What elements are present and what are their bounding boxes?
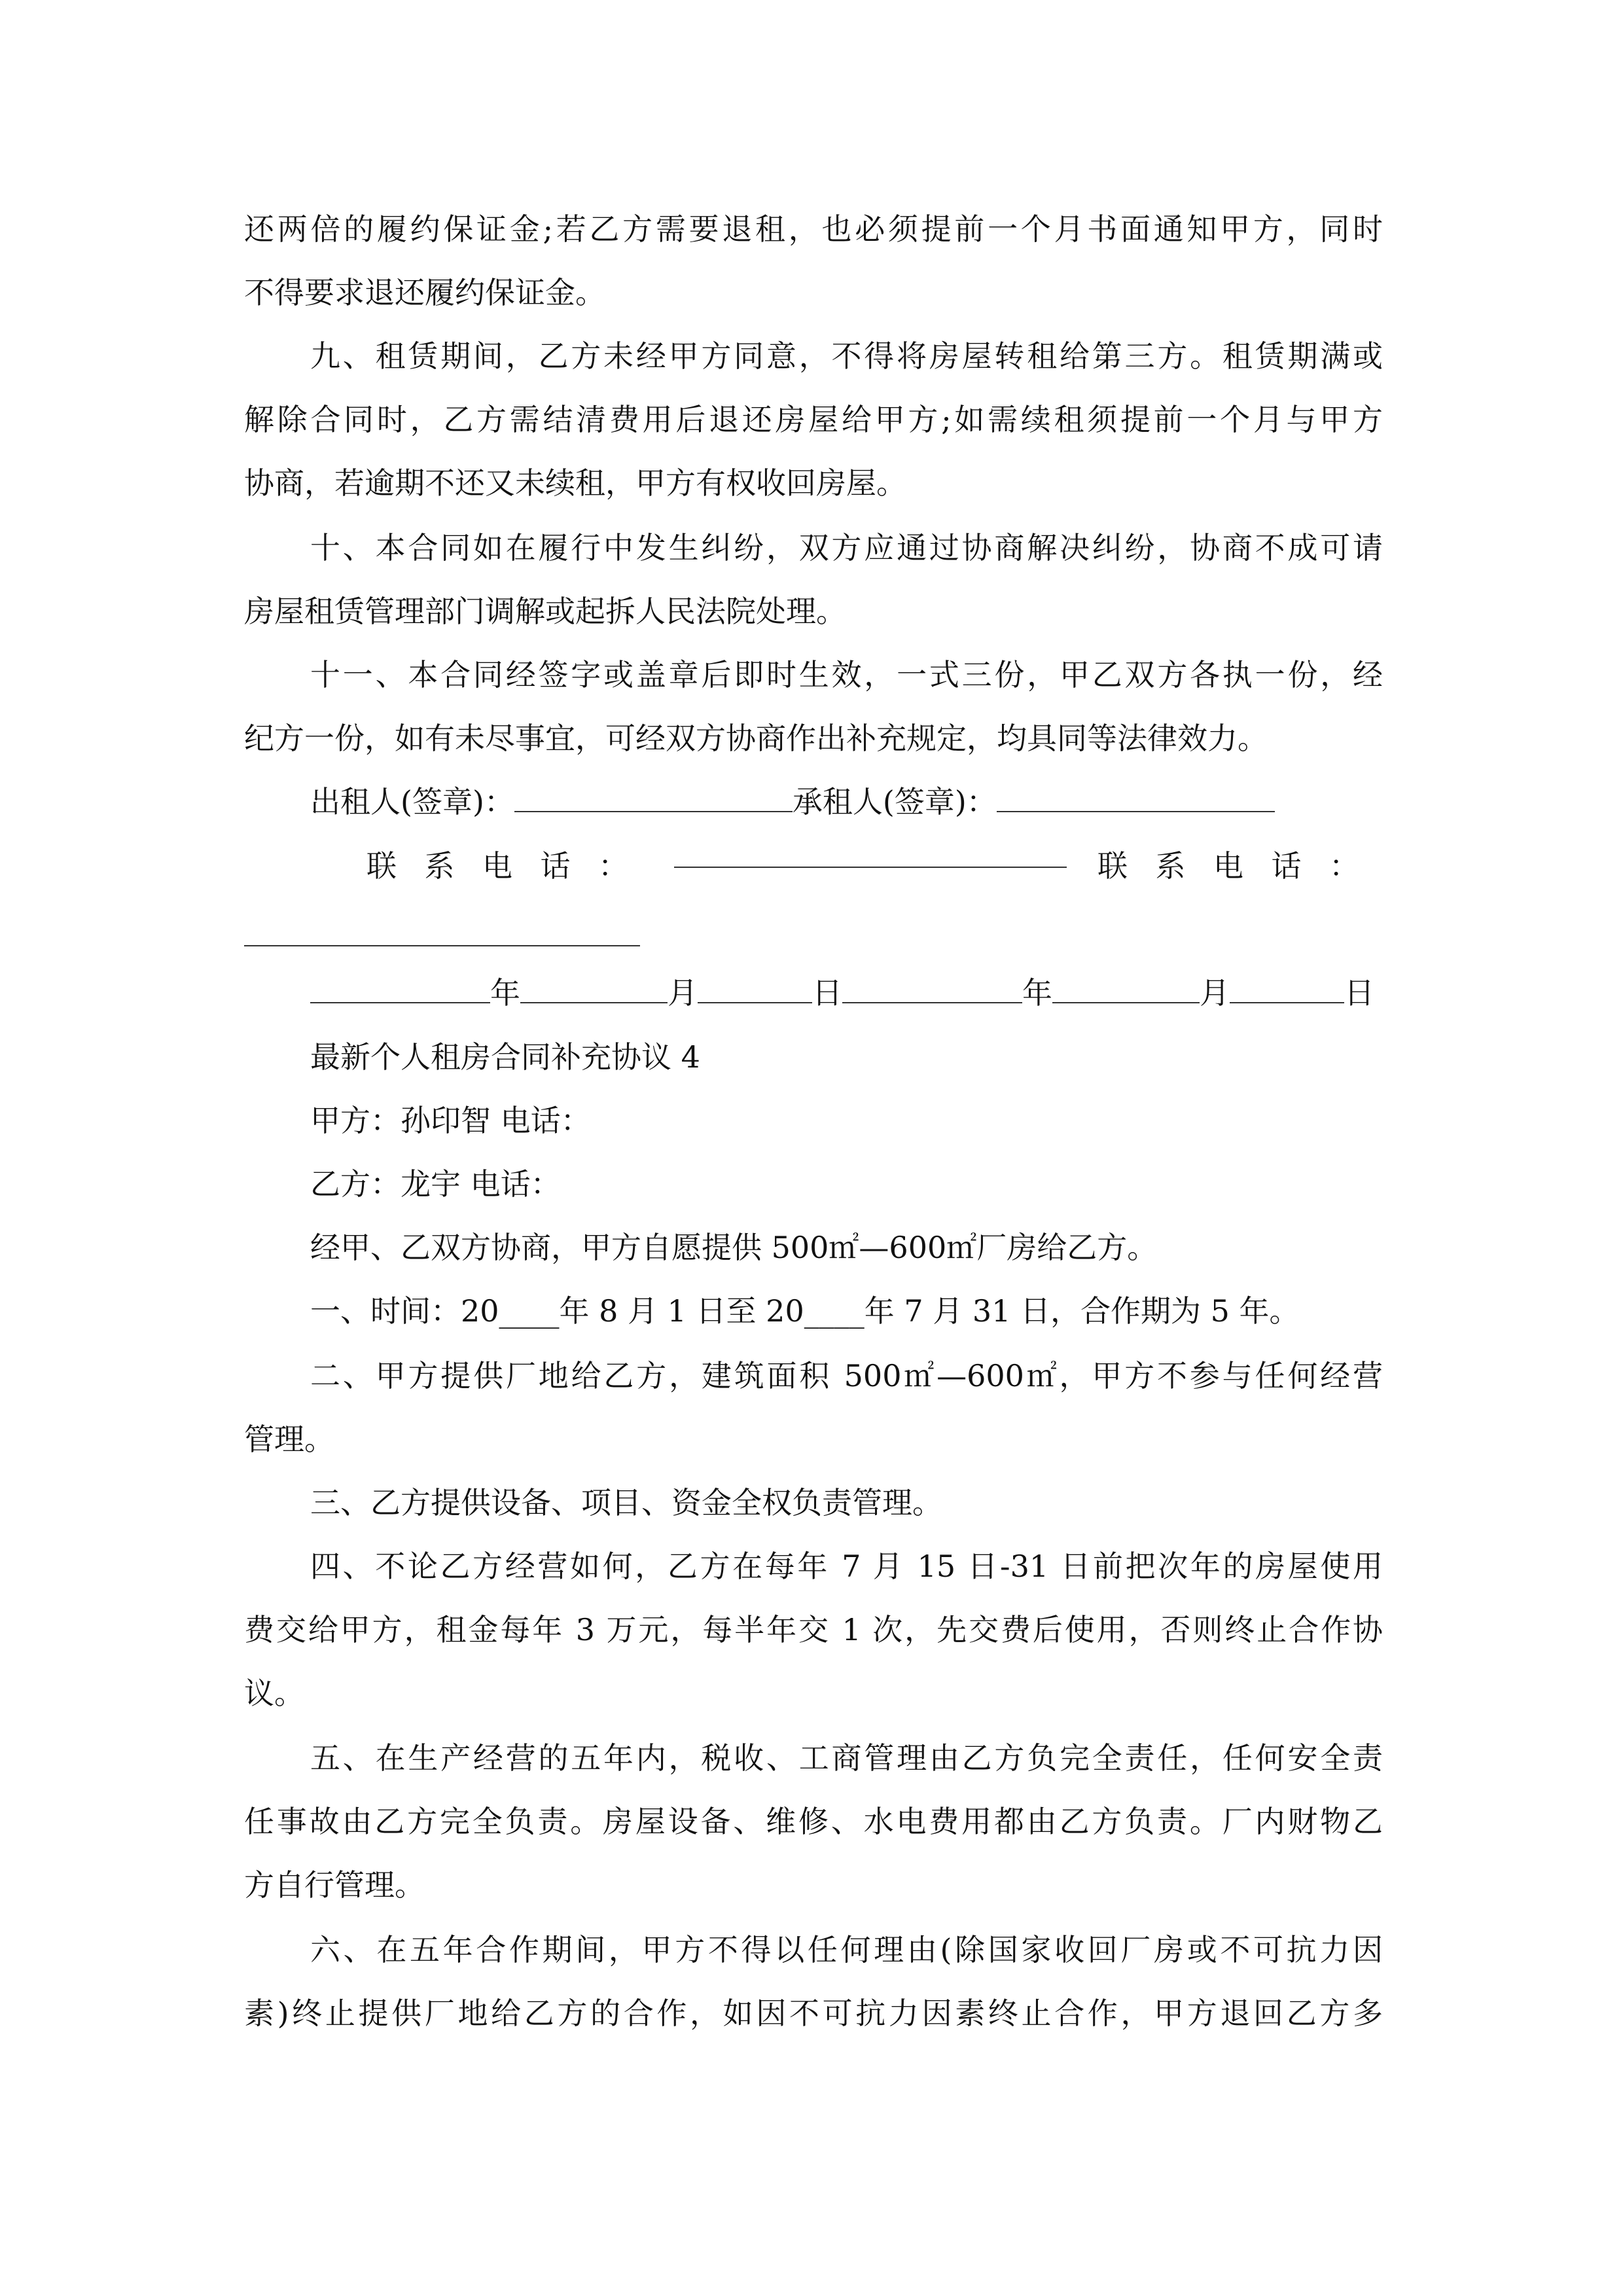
clause-10-line: 房屋租赁管理部门调解或起拆人民法院处理。 — [244, 594, 846, 629]
intro-line: 经甲、乙双方协商，甲方自愿提供 500㎡—600㎡厂房给乙方。 — [310, 1230, 1158, 1265]
term-1-line: 一、时间：20____年 8 月 1 日至 20____年 7 月 31 日，合作期为 5 年。 — [310, 1293, 1300, 1329]
clause-10-line: 十、本合同如在履行中发生纠纷，双方应通过协商解决纠纷，协商不成可请 — [310, 530, 1383, 565]
term-4-line: 四、不论乙方经营如何，乙方在每年 7 月 15 日-31 日前把次年的房屋使用 — [310, 1549, 1383, 1584]
agreement-title: 最新个人租房合同补充协议 4 — [310, 1039, 700, 1075]
clause-11-line: 十一、本合同经签字或盖章后即时生效，一式三份，甲乙双方各执一份，经 — [310, 657, 1383, 692]
term-2-line: 管理。 — [244, 1422, 334, 1457]
lessee-phone-blank — [244, 944, 640, 946]
term-4-line: 议。 — [244, 1676, 304, 1711]
lessee-phone-label: 联系电话： — [1097, 848, 1359, 884]
month-blank — [520, 973, 668, 1003]
clause-11-line: 纪方一份，如有未尽事宜，可经双方协商作出补充规定，均具同等法律效力。 — [244, 721, 1268, 756]
day-blank-2 — [1230, 973, 1344, 1003]
term-2-line: 二、甲方提供厂地给乙方，建筑面积 500㎡—600㎡，甲方不参与任何经营 — [310, 1358, 1383, 1393]
lessee-signature-label: 承租人(签章)： — [792, 784, 997, 819]
term-5-line: 任事故由乙方完全负责。房屋设备、维修、水电费用都由乙方负责。厂内财物乙 — [244, 1804, 1383, 1839]
paragraph-line: 不得要求退还履约保证金。 — [244, 275, 605, 310]
phone-row-2 — [1097, 845, 1359, 887]
clause-9-line: 九、租赁期间，乙方未经甲方同意，不得将房屋转租给第三方。租赁期满或 — [310, 338, 1383, 374]
paragraph-line: 还两倍的履约保证金;若乙方需要退租，也必须提前一个月书面通知甲方，同时 — [244, 211, 1383, 247]
lessor-phone-blank — [674, 866, 1067, 868]
term-5-line: 五、在生产经营的五年内，税收、工商管理由乙方负完全责任，任何安全责 — [310, 1740, 1383, 1776]
lessee-signature-blank — [997, 782, 1275, 812]
signature-row — [310, 781, 1275, 823]
year-blank-2 — [842, 973, 1022, 1003]
term-3-line: 三、乙方提供设备、项目、资金全权负责管理。 — [310, 1485, 942, 1520]
term-6-line: 六、在五年合作期间，甲方不得以任何理由(除国家收回厂房或不可抗力因 — [310, 1932, 1383, 1967]
term-6-line: 素)终止提供厂地给乙方的合作，如因不可抗力因素终止合作，甲方退回乙方多 — [244, 1996, 1383, 2031]
day-label-2: 日 — [1344, 975, 1374, 1011]
party-a-line: 甲方：孙印智 电话： — [310, 1103, 591, 1138]
term-5-line: 方自行管理。 — [244, 1867, 425, 1903]
date-row — [310, 972, 1374, 1014]
term-4-line: 费交给甲方，租金每年 3 万元，每半年交 1 次，先交费后使用，否则终止合作协 — [244, 1612, 1383, 1647]
lessor-signature-blank — [514, 782, 793, 812]
month-label: 月 — [668, 975, 698, 1011]
lessor-phone-label: 联系电话： — [366, 848, 628, 884]
clause-9-line: 协商，若逾期不还又未续租，甲方有权收回房屋。 — [244, 465, 906, 501]
day-label: 日 — [812, 975, 842, 1011]
clause-9-line: 解除合同时，乙方需结清费用后退还房屋给甲方;如需续租须提前一个月与甲方 — [244, 402, 1383, 437]
phone-row — [366, 845, 628, 887]
lessor-signature-label: 出租人(签章)： — [310, 784, 514, 819]
day-blank — [698, 973, 812, 1003]
month-blank-2 — [1052, 973, 1200, 1003]
month-label-2: 月 — [1200, 975, 1230, 1011]
party-b-line: 乙方：龙宇 电话： — [310, 1166, 561, 1202]
year-label: 年 — [490, 975, 520, 1011]
year-label-2: 年 — [1022, 975, 1052, 1011]
year-blank — [310, 973, 490, 1003]
